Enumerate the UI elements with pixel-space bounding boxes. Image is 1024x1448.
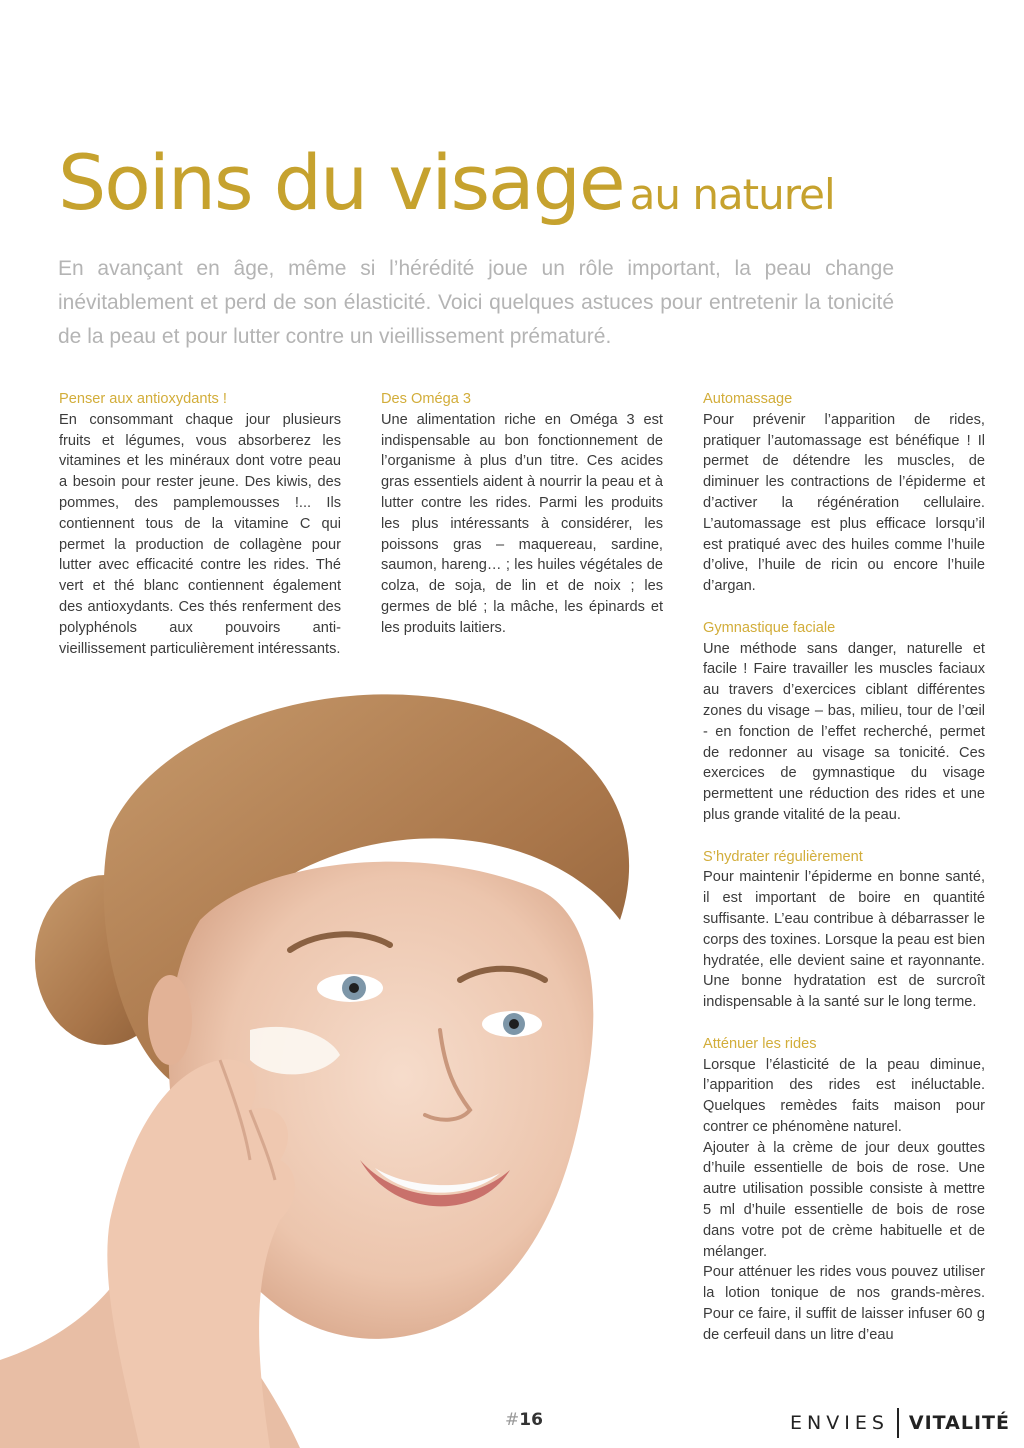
brand-vitalite: VITALITÉ — [908, 1412, 1010, 1434]
section-heading: Penser aux antioxydants ! — [59, 391, 227, 407]
page-number — [505, 1410, 543, 1430]
section-omega3 — [381, 389, 663, 639]
section-rides — [703, 1034, 985, 1346]
intro-paragraph: En avançant en âge, même si l’hérédité joue un rôle important, la peau change inévitablement et perd de son élasticité. Voici quelques astuces pour entretenir la tonicité de la peau et pour lutter contre un vieillissement prématuré. — [58, 257, 894, 348]
section-automassage — [703, 389, 985, 597]
section-heading: Atténuer les rides — [703, 1035, 817, 1052]
section-body: Une alimentation riche en Oméga 3 est indispensable au bon fonctionnement de l’organisme à plus d’un titre. Ces acides gras essentiels aident à nourrir la peau et à lutter contre les rides. Parmi les produits les plus intéressants à considérer, les poissons gras – maquereau, sardine, saumon, hareng… ; les huiles végétales de colza, de soja, de lin et de noix ; les germes de blé ; la mâche, les épinards et les produits laitiers. — [381, 411, 663, 636]
title-main: Soins du visage — [58, 138, 624, 227]
brand-divider — [897, 1408, 899, 1438]
section-body: Lorsque l’élasticité de la peau diminue, l’apparition des rides est inéluctable. Quelques remèdes faits maison pour contrer ce phénomène naturel. — [703, 1056, 985, 1135]
magazine-brand — [790, 1408, 1010, 1438]
column-1 — [59, 389, 341, 659]
section-body-2: Ajouter à la crème de jour deux gouttes d’huile essentielle de bois de rose. Une autre utilisation possible consiste à mettre 5 ml d’huile essentielle de bois de rose dans votre pot de crème habituelle et de mélanger. — [703, 1139, 985, 1260]
column-3 — [703, 389, 985, 1346]
section-hydrater — [703, 847, 985, 1013]
section-antioxydants — [59, 389, 341, 659]
section-body-3: Pour atténuer les rides vous pouvez utiliser la lotion tonique de nos grands-mères. Pour ce faire, il suffit de laisser infuser 60 g de cerfeuil dans un litre d’eau — [703, 1264, 985, 1343]
article-title — [58, 138, 835, 227]
section-heading: Automassage — [703, 391, 793, 407]
page-hash: # — [505, 1410, 520, 1430]
page-number-value: 16 — [519, 1410, 543, 1430]
section-body: Une méthode sans danger, naturelle et facile ! Faire travailler les muscles faciaux au travers d’exercices ciblant différentes zones du visage – bas, milieu, tour de l’œil - en fonction de l’effet recherché, permet de redonner au visage sa tonicité. Ces exercices de gymnastique du visage permettent une réduction des rides et une plus grande vitalité de la peau. — [703, 640, 985, 823]
brand-envies: ENVIES — [790, 1412, 889, 1434]
section-heading: S’hydrater régulièrement — [703, 848, 863, 865]
section-heading: Des Oméga 3 — [381, 391, 472, 407]
title-sub: au naturel — [629, 170, 835, 219]
ear — [148, 975, 192, 1065]
section-body: Pour prévenir l’apparition de rides, pratiquer l’automassage est bénéfique ! Il permet de détendre les muscles, de diminuer les contractions de l’épiderme et d’activer la régénération cellulaire. L’automassage est plus efficace lorsqu’il est pratiqué avec des huiles comme l’huile d’olive, l’huile de ricin ou encore l’huile d’argan. — [703, 411, 985, 595]
section-body: Pour maintenir l’épiderme en bonne santé, il est important de boire en quantité suffisante. L’eau contribue à débarrasser le corps des toxines. Lorsque la peau est bien hydratée, elle devient saine et rayonnante. Une bonne hydratation est de surcroît indispensable à la santé sur le long terme. — [703, 869, 985, 1011]
section-body: En consommant chaque jour plusieurs fruits et légumes, vous absorberez les vitamines et les minéraux dont votre peau a besoin pour rester jeune. Des kiwis, des pommes, des pamplemousses !... Ils contiennent tous de la vitamine C qui permet la production de collagène pour lutter avec efficacité contre les rides. Thé vert et thé blanc contiennent également des antioxydants. Ces thés renferment des polyphénols aux pouvoirs anti-vieillissement particulièrement intéressants. — [59, 411, 341, 657]
column-2 — [381, 389, 663, 639]
section-gymnastique — [703, 618, 985, 826]
woman-face-photo — [0, 660, 700, 1448]
section-heading: Gymnastique faciale — [703, 619, 836, 636]
